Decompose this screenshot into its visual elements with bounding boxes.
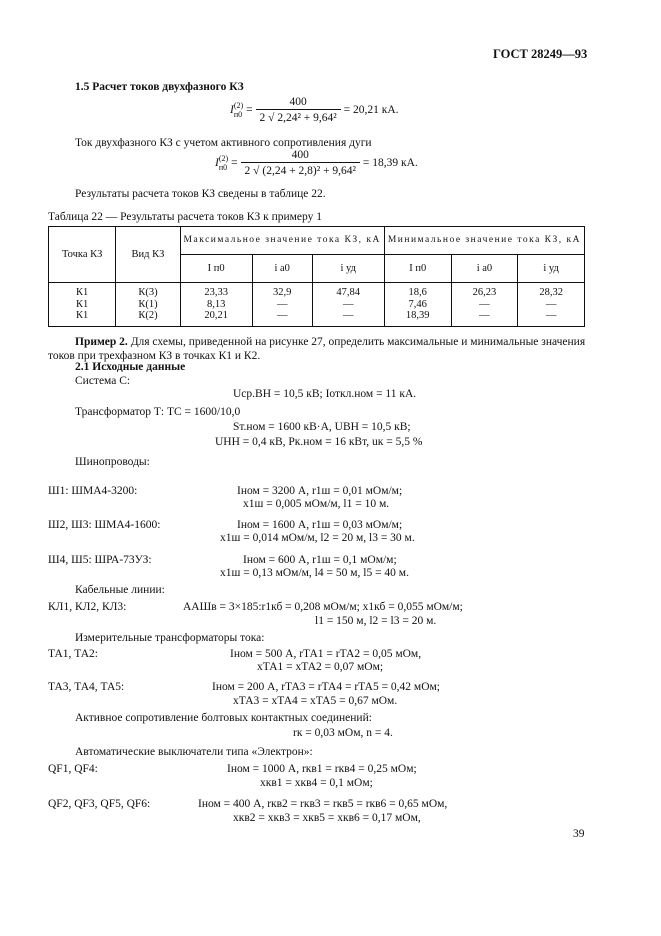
- sh1-eq2: x1ш = 0,005 мОм/м, l1 = 10 м.: [243, 498, 390, 510]
- sh1-label: Ш1: ШМА4-3200:: [48, 485, 138, 497]
- qf1-label: QF1, QF4:: [48, 763, 98, 775]
- ta1-eq2: xТА1 = xТА2 = 0,07 мОм;: [257, 661, 384, 673]
- col-type: Вид КЗ: [116, 227, 180, 283]
- col-point: Точка КЗ: [49, 227, 116, 283]
- contacts-label: Активное сопротивление болтовых контактных соединений:: [75, 712, 372, 724]
- sh2-eq1: Iном = 1600 А, r1ш = 0,03 мОм/м;: [237, 519, 403, 531]
- table-cell: 47,84 — —: [312, 283, 384, 327]
- busbars-label: Шинопроводы:: [75, 456, 150, 468]
- breakers-label: Автоматические выключатели типа «Электрон»:: [75, 746, 313, 758]
- table-cell: 28,32 — —: [518, 283, 585, 327]
- formula-arc: I(2) п0 = $\frac{400}{\text{2 √ (2,24 + 2,8)² + 9,64²}}$ = 18,39 кА.: [215, 149, 418, 178]
- kl-label: КЛ1, КЛ2, КЛ3:: [48, 601, 127, 613]
- transformer-eq1: Sт.ном = 1600 кВ·А, UВН = 10,5 кВ;: [233, 421, 411, 433]
- page-number: 39: [573, 828, 585, 840]
- cables-label: Кабельные линии:: [75, 584, 165, 596]
- sh4-eq1: Iном = 600 А, r1ш = 0,1 мОм/м;: [243, 554, 397, 566]
- formula-two-phase: I(2) п0 = $\frac{400}{\text{2 √ 2,24² + 9,64²}}$ = 20,21 кА.: [230, 96, 399, 125]
- subsection-title: 2.1 Исходные данные: [75, 361, 186, 373]
- qf2-label: QF2, QF3, QF5, QF6:: [48, 798, 151, 810]
- sub-iud: i уд: [312, 255, 384, 283]
- system-eq: Uср.ВН = 10,5 кВ; Iоткл.ном = 11 кА.: [233, 388, 417, 400]
- sh4-eq2: x1ш = 0,13 мОм/м, l4 = 50 м, l5 = 40 м.: [220, 567, 409, 579]
- results-text: Результаты расчета токов КЗ сведены в таблице 22.: [75, 188, 326, 200]
- sh4-label: Ш4, Ш5: ШРА-73УЗ:: [48, 554, 152, 566]
- standard-header: ГОСТ 28249—93: [493, 47, 588, 61]
- system-label: Система С:: [75, 375, 131, 387]
- sub-ia0-min: i а0: [451, 255, 518, 283]
- qf1-eq1: Iном = 1000 А, rкв1 = rкв4 = 0,25 мОм;: [227, 763, 417, 775]
- arc-text: Ток двухфазного КЗ с учетом активного сопротивления дуги: [75, 137, 372, 149]
- ta1-eq1: Iном = 500 А, rТА1 = rТА2 = 0,05 мОм,: [230, 648, 422, 660]
- example-paragraph: Пример 2. Для схемы, приведенной на рисунке 27, определить максимальные и минимальные значения токов при трехфазном КЗ в точках К1 и К2.: [48, 336, 586, 363]
- ct-label: Измерительные трансформаторы тока:: [75, 632, 265, 644]
- sh1-eq1: Iном = 3200 А, r1ш = 0,01 мОм/м;: [237, 485, 403, 497]
- ta3-eq1: Iном = 200 А, rТА3 = rТА4 = rТА5 = 0,42 мОм;: [212, 681, 440, 693]
- qf1-eq2: xкв1 = xкв4 = 0,1 мОм;: [260, 777, 373, 789]
- results-table: [48, 226, 585, 327]
- sh2-eq2: x1ш = 0,014 мОм/м, l2 = 20 м, l3 = 30 м.: [220, 532, 415, 544]
- table-cell: 23,33 8,13 20,21: [180, 283, 252, 327]
- sub-in0: I п0: [180, 255, 252, 283]
- ta3-label: ТА3, ТА4, ТА5:: [48, 681, 125, 693]
- transformer-label: Трансформатор Т: ТС = 1600/10,0: [75, 406, 241, 418]
- section-title: 1.5 Расчет токов двухфазного КЗ: [75, 81, 244, 93]
- table-cell: 26,23 — —: [451, 283, 518, 327]
- table-cell: К1 К1 К1: [49, 283, 116, 327]
- table-cell: 32,9 — —: [252, 283, 312, 327]
- kl-eq2: l1 = 150 м, l2 = l3 = 20 м.: [315, 615, 437, 627]
- table-caption: Таблица 22 — Результаты расчета токов КЗ к примеру 1: [48, 211, 322, 223]
- qf2-eq1: Iном = 400 А, rкв2 = rкв3 = rкв5 = rкв6 = 0,65 мОм,: [198, 798, 448, 810]
- qf2-eq2: xкв2 = xкв3 = xкв5 = xкв6 = 0,17 мОм,: [233, 812, 421, 824]
- contacts-eq: rк = 0,03 мОм, n = 4.: [293, 727, 393, 739]
- sub-ia0: i а0: [252, 255, 312, 283]
- sh2-label: Ш2, Ш3: ШМА4-1600:: [48, 519, 161, 531]
- sub-iud-min: i уд: [518, 255, 585, 283]
- sub-in0-min: I п0: [384, 255, 451, 283]
- col-min: Минимальное значение тока КЗ, кА: [384, 227, 584, 255]
- kl-eq1: ААШв = 3×185:r1кб = 0,208 мОм/м; x1кб = 0,055 мОм/м;: [183, 601, 463, 613]
- col-max: Максимальное значение тока КЗ, кА: [180, 227, 384, 255]
- table-cell: К(3) К(1) К(2): [116, 283, 180, 327]
- table-cell: 18,6 7,46 18,39: [384, 283, 451, 327]
- ta1-label: ТА1, ТА2:: [48, 648, 98, 660]
- ta3-eq2: xТА3 = xТА4 = xТА5 = 0,67 мОм.: [233, 695, 398, 707]
- transformer-eq2: UНН = 0,4 кВ, Pк.ном = 16 кВт, uк = 5,5 %: [215, 436, 423, 448]
